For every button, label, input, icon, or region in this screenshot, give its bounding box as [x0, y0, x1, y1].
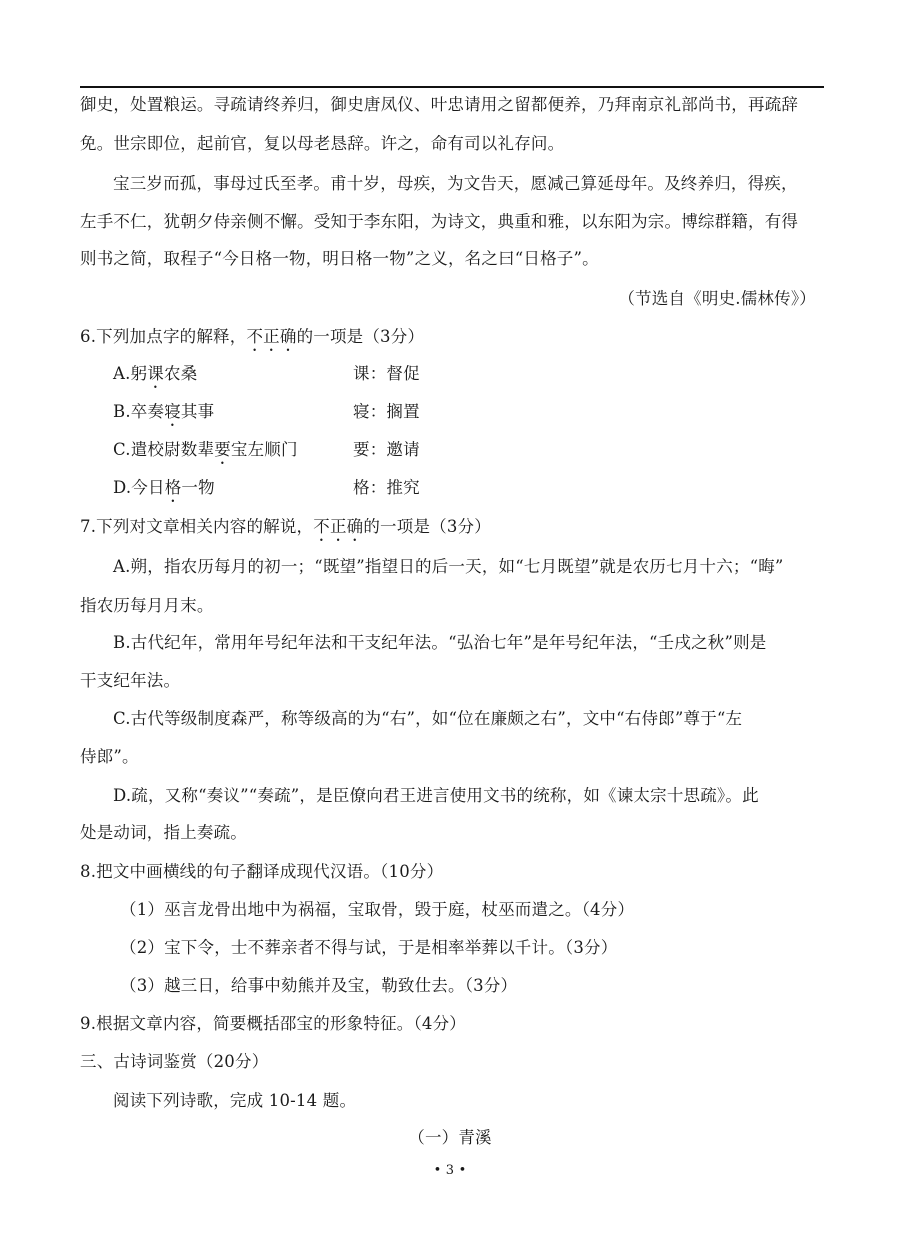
q7-option-b-line1: B.古代纪年，常用年号纪年法和干支纪年法。“弘治七年”是年号纪年法，“壬戌之秋”则是	[113, 633, 767, 652]
q7-option-a-line1: A.朔，指农历每月的初一；“既望”指望日的后一天，如“七月既望”就是农历七月十六；“晦”	[113, 557, 784, 576]
option-label: C.	[113, 440, 131, 459]
option-dotted-char: 课	[147, 364, 164, 383]
passage-p2-line3: 则书之简，取程子“今日格一物，明日格一物”之义，名之曰“日格子”。	[80, 249, 599, 268]
option-label: A.	[113, 364, 131, 383]
option-text-post: 其事	[180, 402, 215, 421]
option-text-pre: 今日	[131, 478, 165, 497]
header-rule	[80, 86, 824, 88]
q6-stem-part1: 6.下列加点字的解释，	[80, 327, 247, 346]
q7-stem	[80, 516, 820, 545]
q6-option-b-definition: 寝：搁置	[353, 402, 420, 421]
option-dotted-char: 要	[214, 440, 231, 459]
q7-stem-part2: 的一项是（3分）	[363, 517, 491, 536]
q6-option-d-definition: 格：推究	[353, 478, 420, 497]
option-text-post: 农桑	[163, 364, 198, 383]
page-number: • 3 •	[433, 1163, 467, 1178]
option-text-post: 宝左顺门	[230, 440, 298, 459]
passage-p1-line2: 免。世宗即位，起前官，复以母老恳辞。许之，命有司以礼存问。	[80, 134, 565, 153]
q7-stem-emphasis: 不正确	[313, 517, 364, 536]
poem-title: （一）青溪	[408, 1128, 492, 1147]
q9-stem: 9.根据文章内容，简要概括邵宝的形象特征。（4分）	[80, 1014, 466, 1033]
section3-heading: 三、古诗词鉴赏（20分）	[80, 1052, 269, 1071]
passage-p2-line1: 宝三岁而孤，事母过氏至孝。甫十岁，母疾，为文告天，愿减己算延母年。及终养归，得疾，	[113, 174, 798, 193]
q7-option-d-line1: D.疏，又称“奏议”“奏疏”，是臣僚向君王进言使用文书的统称，如《谏太宗十思疏》。此	[113, 786, 759, 805]
option-dotted-char: 格	[164, 478, 182, 497]
q6-stem	[80, 326, 820, 355]
q6-option-c-definition: 要：邀请	[353, 440, 420, 459]
option-label: B.	[113, 402, 131, 421]
q7-option-b-line2: 干支纪年法。	[80, 671, 181, 690]
section3-instruction: 阅读下列诗歌，完成 10-14 题。	[113, 1091, 357, 1110]
passage-p1-line1: 御史，处置粮运。寻疏请终养归，御史唐凤仪、叶忠请用之留都便养，乃拜南京礼部尚书，再疏辞	[80, 95, 799, 114]
q8-item-2: （2）宝下令，士不葬亲者不得与试，于是相率举葬以千计。（3分）	[120, 938, 618, 957]
option-text-pre: 躬	[130, 364, 148, 383]
option-text-pre: 卒奏	[130, 402, 165, 421]
passage-source: （节选自《明史.儒林传》）	[618, 289, 816, 308]
q6-stem-part2: 的一项是（3分）	[296, 327, 425, 346]
q6-stem-emphasis: 不正确	[246, 327, 297, 346]
q8-item-1: （1）巫言龙骨出地中为祸福，宝取骨，毁于庭，杖巫而遣之。（4分）	[120, 900, 635, 919]
q8-item-3: （3）越三日，给事中劾熊并及宝，勒致仕去。（3分）	[120, 976, 518, 995]
option-label: D.	[113, 478, 132, 497]
q7-option-d-line2: 处是动词，指上奏疏。	[80, 823, 247, 842]
q7-option-a-line2: 指农历每月月末。	[80, 596, 214, 615]
option-dotted-char: 寝	[164, 402, 181, 421]
q6-option-a-definition: 课：督促	[353, 364, 420, 383]
q7-stem-part1: 7.下列对文章相关内容的解说，	[80, 517, 314, 536]
q7-option-c-line2: 侍郎”。	[80, 747, 139, 766]
passage-p2-line2: 左手不仁，犹朝夕侍亲侧不懈。受知于李东阳，为诗文，典重和雅，以东阳为宗。博综群籍，有得	[80, 212, 799, 231]
option-text-pre: 遣校尉数辈	[130, 440, 215, 459]
option-text-post: 一物	[181, 478, 215, 497]
q8-stem: 8.把文中画横线的句子翻译成现代汉语。（10分）	[80, 862, 444, 881]
q7-option-c-line1: C.古代等级制度森严，称等级高的为“右”，如“位在廉颇之右”，文中“右侍郎”尊于“左	[113, 709, 743, 728]
